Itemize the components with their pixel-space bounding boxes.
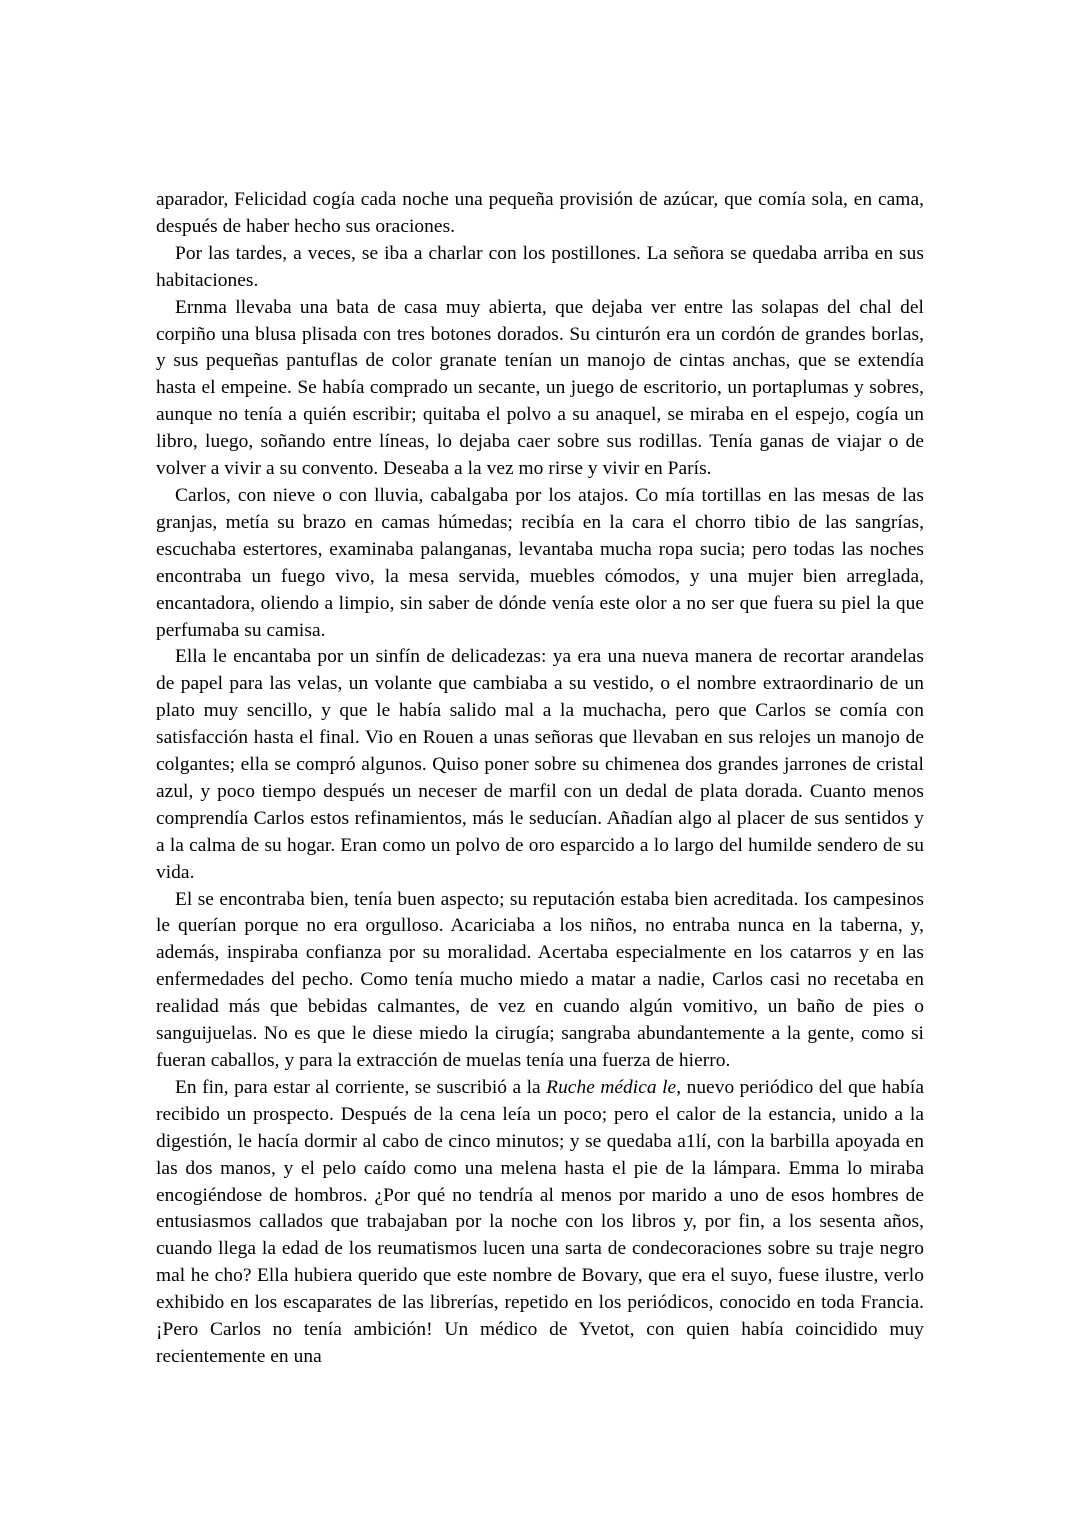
paragraph-1: aparador, Felicidad cogía cada noche una pequeña provisión de azúcar, que comía sola, en cama, después de haber hecho sus oraciones. — [156, 189, 924, 237]
paragraph-7-lead-text: En fin, para estar al corriente, se suscribió a la — [175, 1076, 547, 1098]
journal-title-ruche-medicale: Ruche médica le — [546, 1076, 677, 1098]
paragraph-5: Ella le encantaba por un sinfín de delicadezas: ya era una nueva manera de recortar arandelas de papel para las velas, un volante que cambiaba a su vestido, o el nombre extraordinario de un plato muy sencillo, y que le había salido mal a la muchacha, pero que Carlos se comía con satisfacción hasta el final. Vio en Rouen a unas señoras que llevaban en sus relojes un manojo de colgantes; ella se compró algunos. Quiso poner sobre su chimenea dos grandes jarrones de cristal azul, y poco tiempo después un neceser de marfil con un dedal de plata dorada. Cuanto menos comprendía Carlos estos refinamientos, más le seducían. Añadían algo al placer de sus sentidos y a la calma de su hogar. Eran como un polvo de oro esparcido a lo largo del humilde sendero de su vida. — [156, 646, 924, 883]
body-text-column — [156, 187, 924, 1371]
paragraph-7 — [156, 1075, 924, 1371]
paragraph-2: Por las tardes, a veces, se iba a charlar con los postillones. La señora se quedaba arriba en sus habitaciones. — [156, 242, 924, 291]
paragraph-3: Ernma llevaba una bata de casa muy abierta, que dejaba ver entre las solapas del chal del corpiño una blusa plisada con tres botones dorados. Su cinturón era un cordón de grandes borlas, y sus pequeñas pantuflas de color granate tenían un manojo de cintas anchas, que se extendía hasta el empeine. Se había comprado un secante, un juego de escritorio, un portaplumas y sobres, aunque no tenía a quién escribir; quitaba el polvo a su anaquel, se miraba en el espejo, cogía un libro, luego, soñando entre líneas, lo dejaba caer sobre sus rodillas. Tenía ganas de viajar o de volver a vivir a su convento. Deseaba a la vez mo rirse y vivir en París. — [156, 296, 924, 480]
paragraph-4: Carlos, con nieve o con lluvia, cabalgaba por los atajos. Co mía tortillas en las mesas de las granjas, metía su brazo en camas húmedas; recibía en la cara el chorro tibio de las sangrías, escuchaba estertores, examinaba palanganas, levantaba mucha ropa sucia; pero todas las noches encontraba un fuego vivo, la mesa servida, muebles cómodos, y una mujer bien arreglada, encantadora, oliendo a limpio, sin saber de dónde venía este olor a no ser que fuera su piel la que perfumaba su camisa. — [156, 484, 924, 641]
paragraph-6: El se encontraba bien, tenía buen aspecto; su reputación estaba bien acreditada. Ios campesinos le querían porque no era orgulloso. Acariciaba a los niños, no entraba nunca en la taberna, y, además, inspiraba confianza por su moralidad. Acertaba especialmente en los catarros y en las enfermedades del pecho. Como tenía mucho miedo a matar a nadie, Carlos casi no recetaba en realidad más que bebidas calmantes, de vez en cuando algún vomitivo, un baño de pies o sanguijuelas. No es que le diese miedo la cirugía; sangraba abundantemente a la gente, como si fueran caballos, y para la extracción de muelas tenía una fuerza de hierro. — [156, 888, 924, 1071]
paragraph-7-tail-text: , nuevo periódico del que había recibido un prospecto. Después de la cena leía un poco; pero el calor de la estancia, unido a la digestión, le hacía dormir al cabo de cinco minutos; y se quedaba a1lí, con la barbilla apoyada en las dos manos, y el pelo caído como una melena hasta el pie de la lámpara. Emma lo miraba encogiéndose de hombros. ¿Por qué no tendría al menos por marido a uno de esos hombres de entusiasmos callados que trabajaban por la noche con los libros y, por fin, a los sesenta años, cuando llega la edad de los reumatismos lucen una sarta de condecoraciones sobre su traje negro mal he cho? Ella hubiera querido que este nombre de Bovary, que era el suyo, fuese ilustre, verlo exhibido en los escaparates de las librerías, repetido en los periódicos, conocido en toda Francia. ¡Pero Carlos no tenía ambición! Un médico de Yvetot, con quien había coincidido muy recientemente en una — [156, 1076, 924, 1367]
